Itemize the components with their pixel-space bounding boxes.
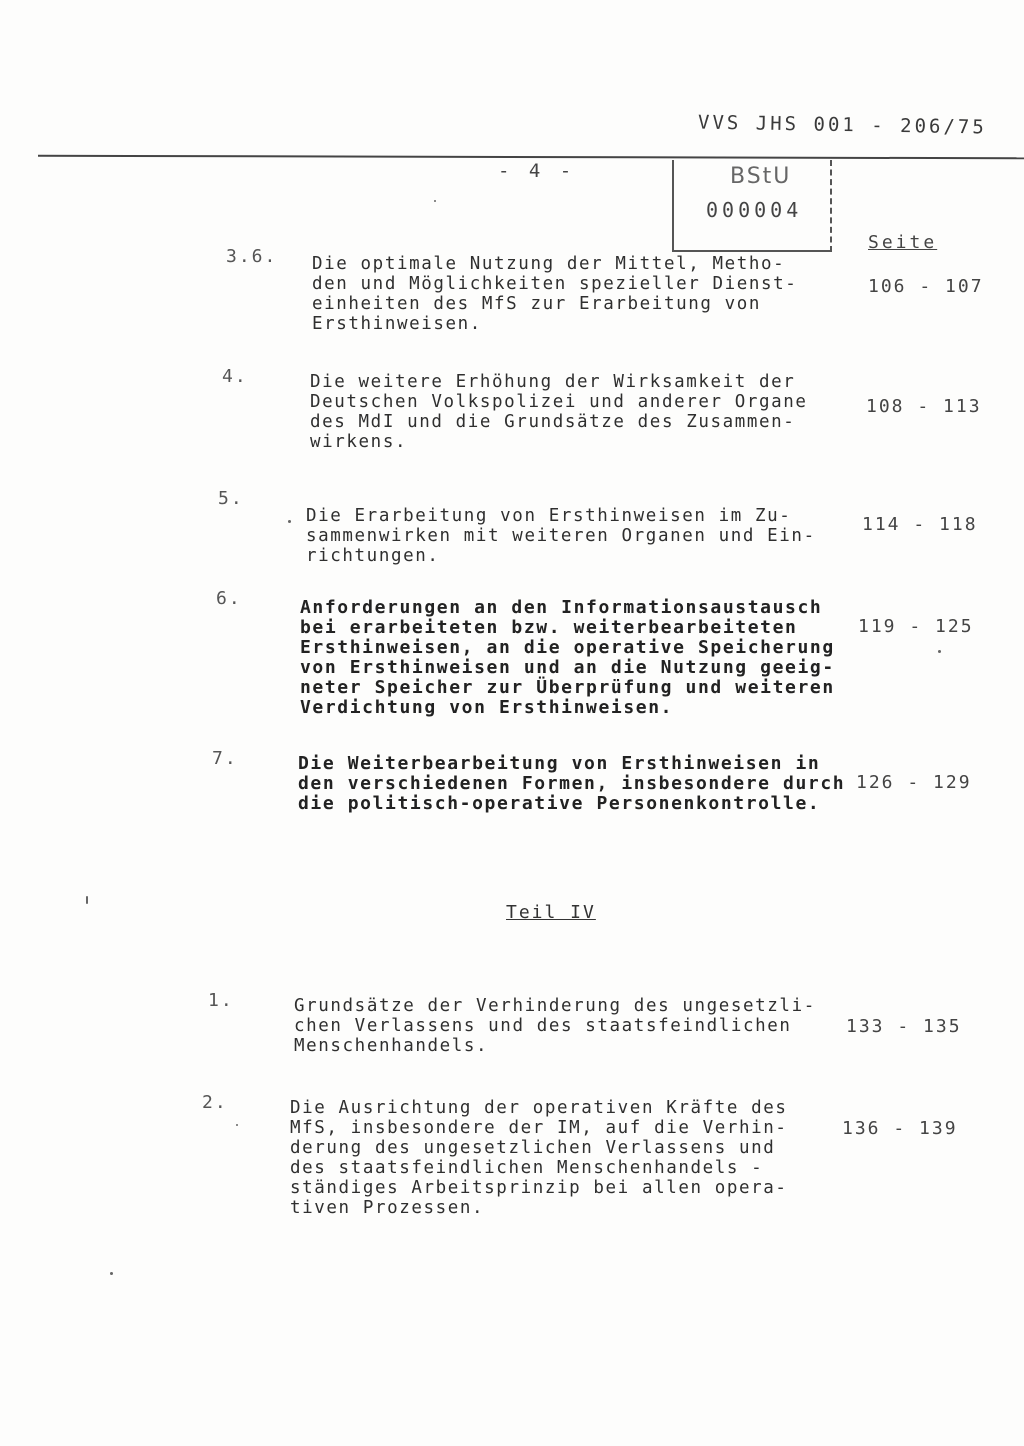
entry-text: Die Erarbeitung von Ersthinweisen im Zu- sammenwirken mit weiteren Organen und Ein- richtungen. [306, 506, 816, 566]
scan-speck [434, 200, 436, 202]
entry-text: Grundsätze der Verhinderung des ungesetzli- chen Verlassens und des staatsfeindlichen Menschenhandels. [294, 996, 816, 1056]
entry-number: 1. [208, 990, 234, 1011]
entry-pages: 126 - 129 [856, 772, 972, 793]
stamp-label: BStU [730, 164, 792, 189]
page-number: - 4 - [498, 160, 576, 182]
entry-pages: 106 - 107 [868, 276, 984, 297]
entry-pages: 108 - 113 [866, 396, 982, 417]
scan-speck [288, 520, 291, 523]
entry-number: 2. [202, 1092, 228, 1113]
stamp-number: 000004 [706, 198, 803, 222]
entry-text: Die weitere Erhöhung der Wirksamkeit der Deutschen Volkspolizei und anderer Organe des MdI und die Grundsätze des Zusammen- wirkens. [310, 372, 808, 452]
document-reference: VVS JHS 001 - 206/75 [697, 111, 987, 139]
entry-text: Die Ausrichtung der operativen Kräfte des MfS, insbesondere der IM, auf die Verhin- derung des ungesetzlichen Verlassens und des staatsfeindlichen Menschenhandels - ständiges Arbeitsprinzip bei allen opera- tiven Prozessen. [290, 1098, 788, 1218]
header-rule [38, 155, 1024, 160]
entry-number: 6. [216, 588, 242, 609]
entry-pages: 136 - 139 [842, 1118, 958, 1139]
entry-number: 7. [212, 748, 238, 769]
entry-number: 3.6. [226, 246, 278, 267]
entry-number: 4. [222, 366, 248, 387]
entry-number: 5. [218, 488, 244, 509]
entry-pages: 119 - 125 [858, 616, 974, 637]
archive-stamp [672, 160, 832, 252]
entry-pages: 114 - 118 [862, 514, 978, 535]
scan-speck [110, 1272, 113, 1275]
scan-speck [236, 1124, 238, 1126]
entry-pages: 133 - 135 [846, 1016, 962, 1037]
entry-text: Die optimale Nutzung der Mittel, Metho- den und Möglichkeiten spezieller Dienst- einheiten des MfS zur Erarbeitung von Ersthinweisen. [312, 254, 798, 334]
scan-speck [938, 650, 941, 653]
seite-column-label: Seite [868, 232, 938, 253]
entry-text: Die Weiterbearbeitung von Ersthinweisen in den verschiedenen Formen, insbesondere durch die politisch-operative Personenkontrolle. [298, 753, 846, 814]
entry-text: Anforderungen an den Informationsaustausch bei erarbeiteten bzw. weiterbearbeiteten Ersthinweisen, an die operative Speicherung von Ersthinweisen und an die Nutzung geeig- neter Speicher zur Überprüfung und weiteren Verdichtung von Ersthinweisen. [300, 597, 835, 718]
scan-speck [86, 896, 88, 904]
section-title: Teil IV [506, 902, 596, 923]
